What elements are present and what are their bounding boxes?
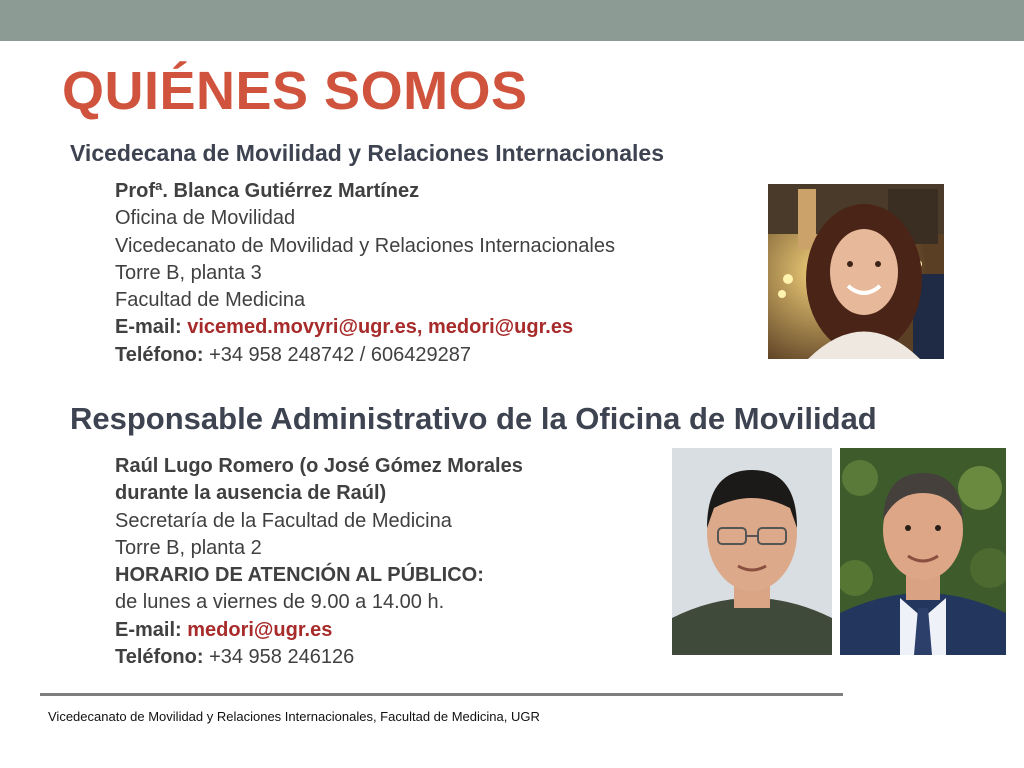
email-label: E-mail: — [115, 618, 182, 641]
contact-faculty: Facultad de Medicina — [115, 289, 306, 312]
contact-email-row — [115, 617, 523, 644]
hours-label: HORARIO DE ATENCIÓN AL PÚBLICO: — [115, 564, 484, 587]
email-link-medori[interactable]: medori@ugr.es — [427, 316, 574, 339]
contact-location: Torre B, planta 3 — [115, 261, 262, 284]
contact-block-responsable — [115, 453, 523, 671]
contact-phone-row — [115, 342, 615, 369]
contact-office: Secretaría de la Facultad de Medicina — [115, 509, 452, 532]
hours-value: de lunes a viernes de 9.00 a 14.00 h. — [115, 591, 445, 614]
contact-block-vicedecana — [115, 178, 615, 369]
photo-vicedecana — [768, 184, 944, 359]
email-link-medori[interactable]: medori@ugr.es — [187, 618, 333, 641]
contact-email-row — [115, 314, 615, 341]
email-label: E-mail: — [115, 316, 182, 339]
page-title: QUIÉNES SOMOS — [62, 61, 528, 121]
contact-name-line-1: Raúl Lugo Romero (o José Gómez Morales — [115, 455, 523, 477]
section-heading-vicedecana: Vicedecana de Movilidad y Relaciones Internacionales — [70, 140, 664, 166]
contact-name-line-2: durante la ausencia de Raúl) — [115, 482, 387, 505]
phone-label: Teléfono: — [115, 646, 204, 669]
photo-jose-gomez — [840, 448, 1006, 655]
contact-office: Oficina de Movilidad — [115, 207, 296, 230]
footer-text: Vicedecanato de Movilidad y Relaciones Internacionales, Facultad de Medicina, UGR — [48, 709, 540, 724]
contact-location: Torre B, planta 2 — [115, 536, 262, 559]
contact-name: Profª. Blanca Gutiérrez Martínez — [115, 180, 420, 202]
section-heading-responsable: Responsable Administrativo de la Oficina de Movilidad — [70, 401, 877, 436]
photo-raul-lugo — [672, 448, 832, 655]
contact-phone-row — [115, 644, 523, 671]
top-bar — [0, 0, 1024, 41]
phone-label: Teléfono: — [115, 343, 204, 366]
email-link-vicemed[interactable]: vicemed.movyri@ugr.es — [187, 316, 417, 339]
phone-value: +34 958 248742 / 606429287 — [209, 343, 472, 366]
footer-divider — [40, 693, 843, 696]
contact-department: Vicedecanato de Movilidad y Relaciones Internacionales — [115, 234, 615, 257]
email-separator: , — [416, 316, 423, 339]
phone-value: +34 958 246126 — [209, 646, 355, 669]
